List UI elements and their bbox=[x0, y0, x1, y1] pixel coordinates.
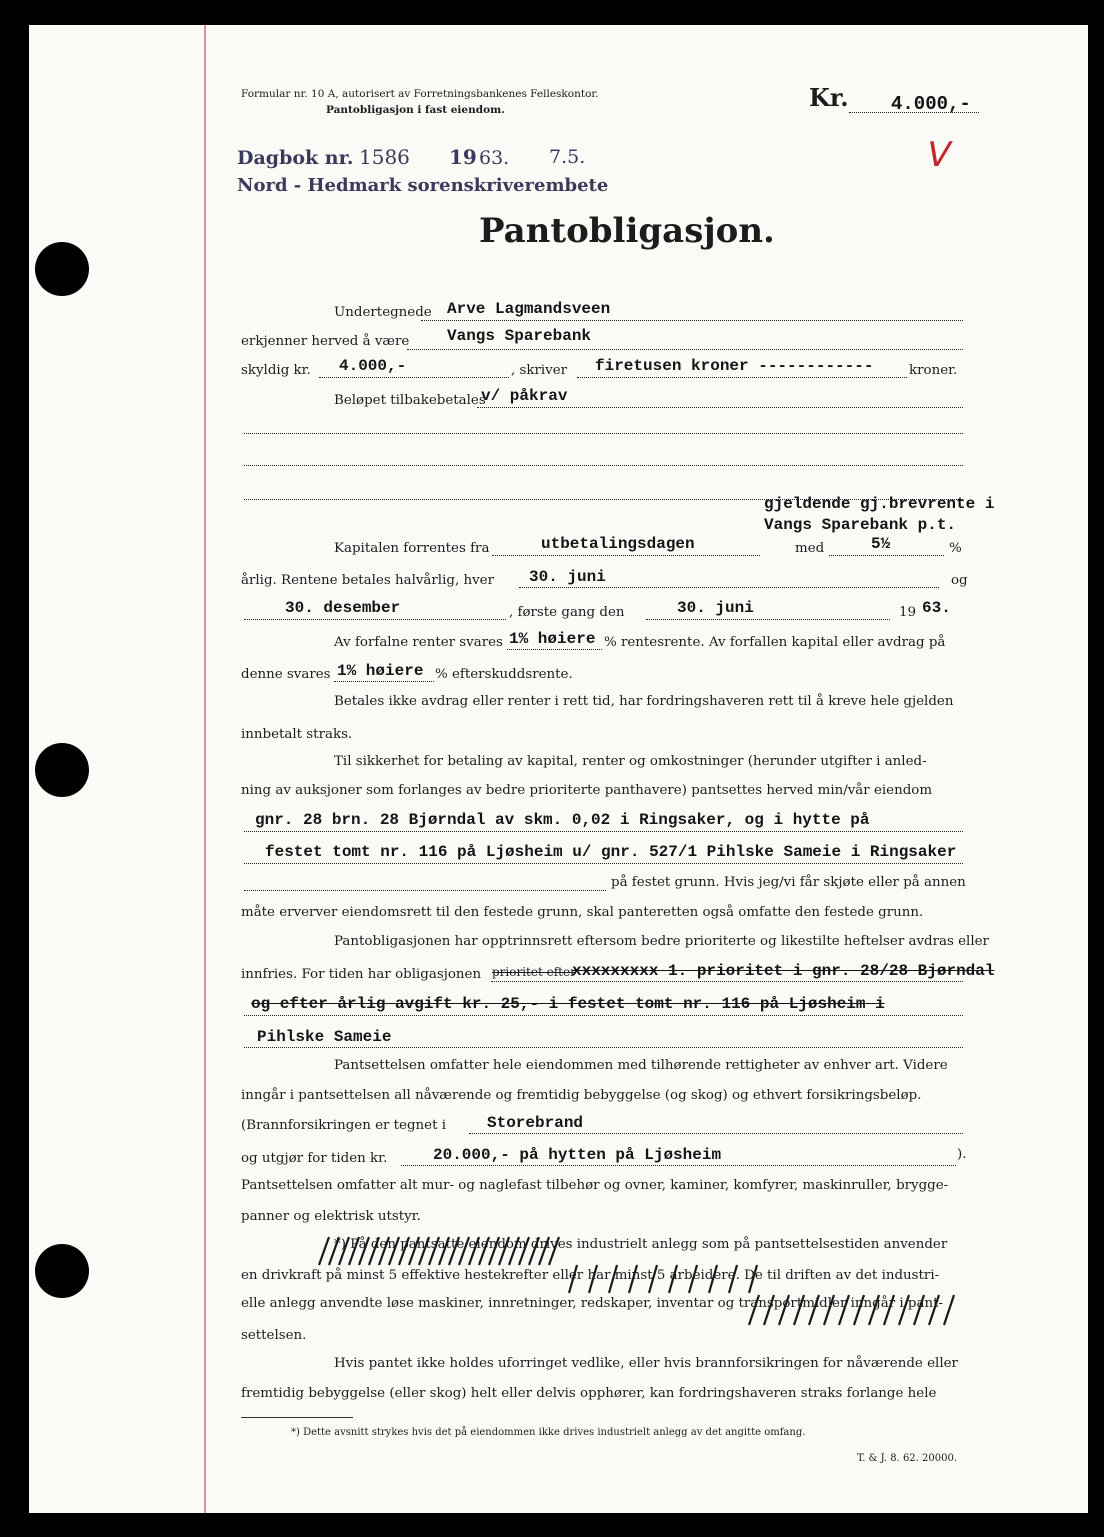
brann-value: Storebrand bbox=[487, 1114, 584, 1132]
second-date: 30. desember bbox=[285, 599, 401, 617]
skyldig-amount: 4.000,- bbox=[339, 357, 407, 375]
opptrinn-4: Pihlske Sameie bbox=[257, 1028, 392, 1046]
first-date: 30. juni bbox=[529, 568, 606, 586]
tilbehor-1: Pantsettelsen omfatter alt mur- og naglefast tilbehør og ovner, kaminer, komfyrer, maskinruller, brygge- bbox=[241, 1178, 949, 1193]
industri-4: settelsen. bbox=[241, 1328, 307, 1343]
binder-hole-middle bbox=[35, 743, 89, 797]
dagbok-number: 1586 bbox=[359, 145, 410, 169]
property-2: festet tomt nr. 116 på Ljøsheim u/ gnr. 527/1 Pihlske Sameie i Ringsaker bbox=[265, 843, 957, 861]
tilbake-label: Beløpet tilbakebetales bbox=[334, 393, 486, 408]
rente-note-2: Vangs Sparebank p.t. bbox=[764, 516, 957, 534]
hvis-2: fremtidig bebyggelse (eller skog) helt eller delvis opphører, kan fordringshaveren straks forlange hele bbox=[241, 1386, 937, 1401]
forfalne-2-pre: denne svares bbox=[241, 667, 331, 682]
kr-label: Kr. bbox=[809, 83, 849, 112]
industri-3: elle anlegg anvendte løse maskiner, innretninger, redskaper, inventar og transportmidler inngår i pant- bbox=[241, 1296, 943, 1311]
opptrinn-3: og efter årlig avgift kr. 25,- i festet tomt nr. 116 på Ljøsheim i bbox=[251, 995, 885, 1013]
forste-value: 30. juni bbox=[677, 599, 754, 617]
erkjenner-label: erkjenner herved å være bbox=[241, 334, 410, 349]
binder-hole-bottom bbox=[35, 1244, 89, 1298]
page-title: Pantobligasjon. bbox=[479, 211, 775, 251]
stamp-year-suffix: 63. bbox=[479, 147, 510, 169]
festet-1: på festet grunn. Hvis jeg/vi får skjøte eller på annen bbox=[611, 875, 966, 890]
forfalne-2-post: % efterskuddsrente. bbox=[435, 667, 573, 682]
formular-line: Formular nr. 10 A, autorisert av Forretningsbankenes Felleskontor. bbox=[241, 88, 599, 100]
hvis-1: Hvis pantet ikke holdes uforringet vedlike, eller hvis brannforsikringen for nåværende eller bbox=[334, 1356, 958, 1371]
property-1: gnr. 28 brn. 28 Bjørndal av skm. 0,02 i Ringsaker, og i hytte på bbox=[255, 811, 870, 829]
forfalne-1-post: % rentesrente. Av forfallen kapital eller avdrag på bbox=[604, 635, 946, 650]
kr-amount: 4.000,- bbox=[891, 93, 971, 115]
opptrinn-2-strike: prioritet efter bbox=[492, 965, 576, 979]
utgjor-close: ). bbox=[957, 1147, 967, 1162]
skriver-value: firetusen kroner ------------ bbox=[595, 357, 874, 375]
omfatter-2: inngår i pantsettelsen all nåværende og fremtidig bebyggelse (og skog) og ethvert forsikringsbeløp. bbox=[241, 1088, 922, 1103]
binder-hole-top bbox=[35, 242, 89, 296]
undertegnede-value: Arve Lagmandsveen bbox=[447, 300, 611, 318]
industri-2: en drivkraft på minst 5 effektive hestekrefter eller har minst 5 arbeidere. De til driften av det industri- bbox=[241, 1268, 940, 1283]
pct-label: % bbox=[949, 541, 962, 556]
stamp-date: 7.5. bbox=[549, 146, 586, 168]
kroner-label: kroner. bbox=[909, 363, 958, 378]
forfalne-2-val: 1% høiere bbox=[337, 662, 424, 680]
tilbake-value: v/ påkrav bbox=[481, 387, 568, 405]
forste-label: , første gang den bbox=[509, 605, 625, 620]
tilbehor-2: panner og elektrisk utstyr. bbox=[241, 1209, 421, 1224]
forrentes-value: utbetalingsdagen bbox=[541, 535, 695, 553]
rente-note-1: gjeldende gj.brevrente i bbox=[764, 495, 995, 513]
betales-1: Betales ikke avdrag eller renter i rett tid, har fordringshaveren rett til å kreve hele gjelden bbox=[334, 694, 954, 709]
utgjor-value: 20.000,- på hytten på Ljøsheim bbox=[433, 1146, 722, 1164]
utgjor-label: og utgjør for tiden kr. bbox=[241, 1151, 388, 1166]
opptrinn-2-val: xxxxxxxxx 1. prioritet i gnr. 28/28 Bjørndal bbox=[572, 962, 995, 980]
form-title: Pantobligasjon i fast eiendom. bbox=[326, 104, 505, 116]
sikkerhet-2: ning av auksjoner som forlanges av bedre prioriterte panthavere) pantsettes herved min/vår eiendom bbox=[241, 783, 933, 798]
brann-label: (Brannforsikringen er tegnet i bbox=[241, 1118, 446, 1133]
year-value: 63. bbox=[922, 599, 951, 617]
rate-value: 5½ bbox=[871, 535, 891, 553]
opptrinn-2-pre: innfries. For tiden har obligasjonen bbox=[241, 967, 482, 982]
footnote: *) Dette avsnitt strykes hvis det på eiendommen ikke drives industrielt anlegg av det angitte omfang. bbox=[291, 1427, 806, 1438]
skriver-label: , skriver bbox=[511, 363, 568, 378]
stamp-office: Nord - Hedmark sorenskriverembete bbox=[237, 175, 609, 196]
dagbok-label: Dagbok nr. bbox=[237, 147, 354, 169]
og-label: og bbox=[951, 573, 968, 588]
document-page bbox=[29, 25, 1088, 1513]
handwritten-strike-marks bbox=[29, 25, 1088, 1513]
skyldig-label: skyldig kr. bbox=[241, 363, 311, 378]
med-label: med bbox=[795, 541, 825, 556]
stamp-year-prefix: 19 bbox=[449, 145, 477, 169]
betales-2: innbetalt straks. bbox=[241, 727, 353, 742]
year-prefix: 19 bbox=[899, 605, 917, 620]
forfalne-1-val: 1% høiere bbox=[509, 630, 596, 648]
undertegnede-label: Undertegnede bbox=[334, 305, 432, 320]
footnote-rule bbox=[241, 1417, 353, 1418]
sikkerhet-1: Til sikkerhet for betaling av kapital, renter og omkostninger (herunder utgifter i anled- bbox=[334, 754, 927, 769]
printer-mark: T. & J. 8. 62. 20000. bbox=[857, 1453, 958, 1464]
erkjenner-value: Vangs Sparebank bbox=[447, 327, 592, 345]
arlig-label: årlig. Rentene betales halvårlig, hver bbox=[241, 573, 494, 588]
forfalne-1-pre: Av forfalne renter svares bbox=[334, 635, 503, 650]
opptrinn-1: Pantobligasjonen har opptrinnsrett eftersom bedre prioriterte og likestilte heftelser avdras eller bbox=[334, 934, 989, 949]
industri-1: *) På den pantsatte eiendom drives industrielt anlegg som på pantsettelsestiden anvender bbox=[334, 1237, 948, 1252]
omfatter-1: Pantsettelsen omfatter hele eiendommen med tilhørende rettigheter av enhver art. Videre bbox=[334, 1058, 948, 1073]
checkmark-icon: V bbox=[922, 135, 955, 175]
festet-2: måte erverver eiendomsrett til den festede grunn, skal panteretten også omfatte den festede grunn. bbox=[241, 905, 924, 920]
forrentes-label: Kapitalen forrentes fra bbox=[334, 541, 490, 556]
